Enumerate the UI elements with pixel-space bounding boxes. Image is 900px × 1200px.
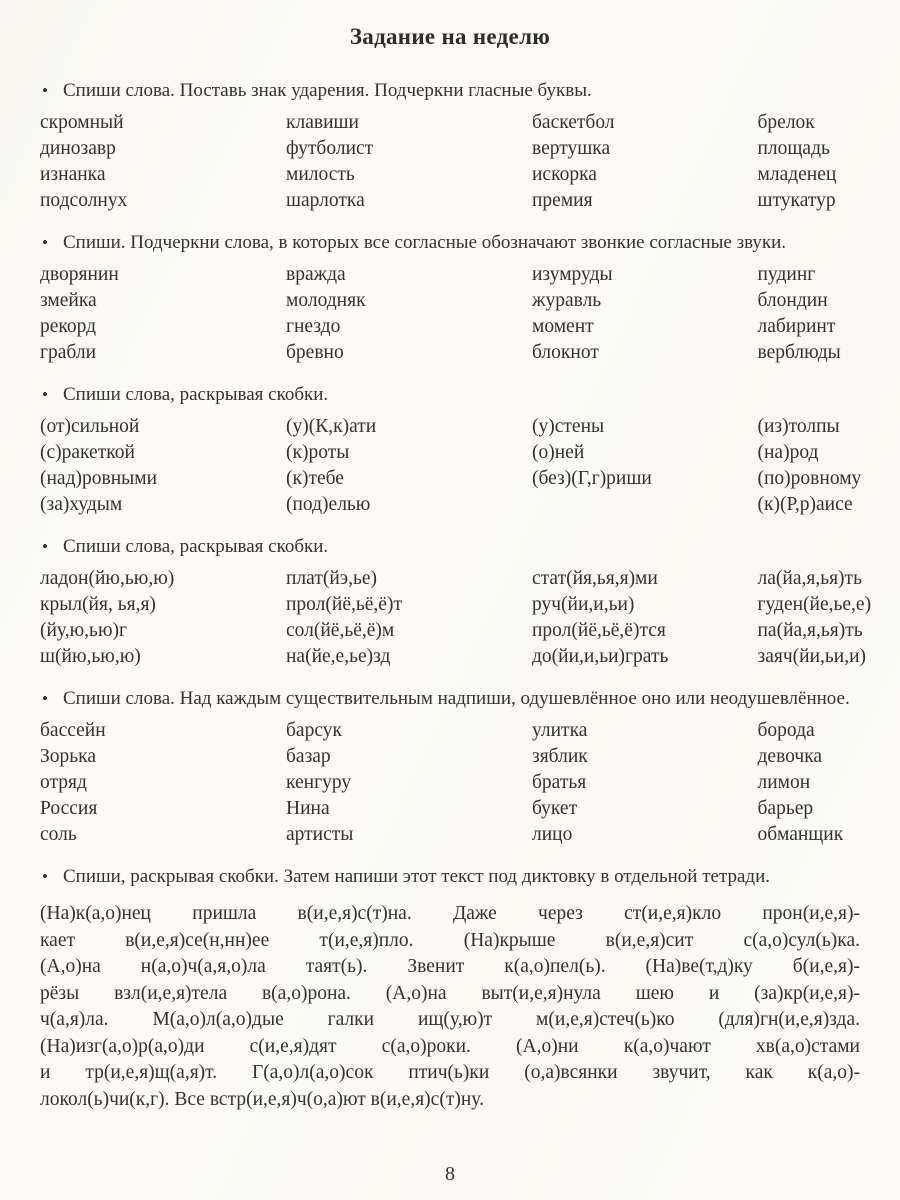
exercise-4	[40, 534, 872, 670]
word-item: футболист	[286, 138, 374, 159]
instruction-text: Спиши слова, раскрывая скобки.	[63, 536, 329, 557]
word-item: (на)род	[757, 442, 819, 463]
bullet-icon: •	[42, 867, 48, 886]
word-item: руч(йи,и,ьи)	[532, 594, 635, 615]
word-item: змейка	[40, 290, 97, 311]
word-grid-5	[40, 718, 860, 848]
word-item: (к)(Р,р)аисе	[757, 494, 853, 515]
word-item: (за)худым	[40, 494, 123, 515]
instruction-text: Спиши. Подчеркни слова, в которых все согласные обозначают звонкие согласные звуки.	[63, 232, 787, 253]
word-item: премия	[532, 190, 593, 211]
word-item: ладон(йю,ью,ю)	[40, 568, 175, 589]
dictation-line: (На)к(а,о)нец пришла в(и,е,я)с(т)на. Даже через ст(и,е,я)кло прон(и,е,я)-	[40, 903, 860, 924]
word-grid-3	[40, 414, 860, 518]
exercise-3-instruction	[42, 382, 860, 407]
word-item: (с)ракеткой	[40, 442, 135, 463]
word-item: (под)елью	[286, 494, 371, 515]
word-item: Россия	[40, 798, 98, 819]
word-item: (над)ровными	[40, 468, 158, 489]
bullet-icon: •	[42, 385, 48, 404]
exercise-1-instruction	[42, 78, 860, 103]
word-item: барьер	[757, 798, 814, 819]
word-item: прол(йё,ьё,ё)т	[286, 594, 402, 615]
bullet-icon: •	[42, 81, 48, 100]
word-item: шарлотка	[286, 190, 365, 211]
word-item: блондин	[757, 290, 828, 311]
exercise-6	[40, 864, 860, 1113]
word-item: бассейн	[40, 720, 106, 741]
word-item: брелок	[757, 112, 815, 133]
exercise-1	[40, 78, 860, 214]
word-item: па(йа,я,ья)ть	[757, 620, 863, 641]
word-item: милость	[286, 164, 355, 185]
exercise-6-instruction	[42, 864, 860, 889]
word-item: скромный	[40, 112, 124, 133]
word-item: зяблик	[532, 746, 588, 767]
word-item: баскетбол	[532, 112, 615, 133]
word-item: (у)стены	[532, 416, 605, 437]
instruction-text: Спиши слова, раскрывая скобки.	[63, 384, 329, 405]
word-item: (к)тебе	[286, 468, 344, 489]
word-item: артисты	[286, 824, 354, 845]
word-item	[532, 492, 758, 518]
word-grid-2	[40, 262, 860, 366]
exercise-5-instruction	[42, 686, 860, 711]
word-item: (от)сильной	[40, 416, 140, 437]
word-item: клавиши	[286, 112, 359, 133]
word-item: братья	[532, 772, 587, 793]
word-item: девочка	[757, 746, 823, 767]
word-item: на(йе,е,ье)зд	[286, 646, 391, 667]
word-item: гуден(йе,ье,е)	[757, 594, 872, 615]
word-item: заяч(йи,ьи,и)	[757, 646, 867, 667]
instruction-text: Спиши слова. Поставь знак ударения. Подчеркни гласные буквы.	[63, 80, 592, 101]
page-number: 8	[445, 1163, 455, 1185]
word-item: молодняк	[286, 290, 366, 311]
word-item: обманщик	[757, 824, 844, 845]
dictation-line: (На)изг(а,о)р(а,о)ди с(и,е,я)дят с(а,о)роки. (А,о)ни к(а,о)чают хв(а,о)стами	[40, 1035, 860, 1057]
word-item: (из)толпы	[757, 416, 840, 437]
word-item: плат(йэ,ье)	[286, 568, 378, 589]
word-item: подсолнух	[40, 190, 128, 211]
word-item: искорка	[532, 164, 597, 185]
exercise-2-instruction	[42, 230, 860, 255]
dictation-line: ч(а,я)ла. М(а,о)л(а,о)дые галки ищ(у,ю)т м(и,е,я)стеч(ь)ко (для)гн(и,е,я)зда.	[40, 1009, 860, 1030]
word-item: гнездо	[286, 316, 341, 337]
instruction-text: Спиши, раскрывая скобки. Затем напиши этот текст под диктовку в отдельной тетради.	[63, 866, 771, 887]
word-grid-4	[40, 566, 872, 670]
dictation-line: (А,о)на н(а,о)ч(а,я,о)ла таят(ь). Звенит к(а,о)пел(ь). (На)ве(т,д)ку б(и,е,я)-	[40, 956, 860, 977]
word-item: лабиринт	[757, 316, 836, 337]
word-item: стат(йя,ья,я)ми	[532, 568, 658, 589]
exercise-4-instruction	[42, 534, 860, 559]
bullet-icon: •	[42, 689, 48, 708]
word-item: (по)ровному	[757, 468, 862, 489]
dictation-line: локол(ь)чи(к,г). Все встр(и,е,я)ч(о,а)ют в(и,е,я)с(т)ну.	[40, 1088, 484, 1110]
word-item: до(йи,и,ьи)грать	[532, 646, 669, 667]
page-title: Задание на неделю	[349, 24, 551, 49]
word-item: базар	[286, 746, 331, 767]
word-item: кенгуру	[286, 772, 352, 793]
word-item: изнанка	[40, 164, 106, 185]
word-item: прол(йё,ьё,ё)тся	[532, 620, 666, 641]
word-item: динозавр	[40, 138, 116, 159]
word-item: (к)роты	[286, 442, 350, 463]
word-item: площадь	[757, 138, 830, 159]
word-item: рекорд	[40, 316, 97, 337]
word-item: лимон	[757, 772, 811, 793]
exercise-2	[40, 230, 860, 366]
word-item: верблюды	[757, 342, 841, 363]
word-item: Зорька	[40, 746, 96, 767]
word-item: сол(йё,ьё,ё)м	[286, 620, 395, 641]
word-item: грабли	[40, 342, 97, 363]
word-item: момент	[532, 316, 594, 337]
word-item: соль	[40, 824, 77, 845]
word-item: вражда	[286, 264, 346, 285]
word-item: вертушка	[532, 138, 611, 159]
bullet-icon: •	[42, 537, 48, 556]
word-item: (о)ней	[532, 442, 585, 463]
word-item: крыл(йя, ья,я)	[40, 594, 156, 615]
instruction-text: Спиши слова. Над каждым существительным надпиши, одушевлённое оно или неодушевлённое.	[63, 688, 850, 709]
word-item: ш(йю,ью,ю)	[40, 646, 141, 667]
word-item: Нина	[286, 798, 330, 819]
word-item: блокнот	[532, 342, 599, 363]
word-item: журавль	[532, 290, 602, 311]
word-item: отряд	[40, 772, 87, 793]
word-item: борода	[757, 720, 815, 741]
bullet-icon: •	[42, 233, 48, 252]
word-item: пудинг	[757, 264, 816, 285]
dictation-line: кает в(и,е,я)се(н,нн)ее т(и,е,я)пло. (На)крыше в(и,е,я)сит с(а,о)сул(ь)ка.	[40, 929, 860, 951]
word-item: улитка	[532, 720, 588, 741]
word-item: младенец	[757, 164, 837, 185]
word-item: (йу,ю,ью)г	[40, 620, 127, 641]
word-item: штукатур	[757, 190, 836, 211]
word-item: дворянин	[40, 264, 119, 285]
dictation-text	[40, 901, 860, 1113]
dictation-line: рёзы взл(и,е,я)тела в(а,о)рона. (А,о)на выт(и,е,я)нула шею и (за)кр(и,е,я)-	[40, 982, 860, 1004]
exercise-3	[40, 382, 860, 518]
exercise-5	[40, 686, 860, 848]
word-item: лицо	[532, 824, 573, 845]
word-item: букет	[532, 798, 578, 819]
word-item: бревно	[286, 342, 344, 363]
word-item: изумруды	[532, 264, 613, 285]
word-grid-1	[40, 110, 860, 214]
word-item: барсук	[286, 720, 342, 741]
word-item: (у)(К,к)ати	[286, 416, 377, 437]
word-item: ла(йа,я,ья)ть	[757, 568, 862, 589]
word-item: (без)(Г,г)риши	[532, 468, 652, 489]
dictation-line: и тр(и,е,я)щ(а,я)т. Г(а,о)л(а,о)сок птич(ь)ки (о,а)всянки звучит, как к(а,о)-	[40, 1062, 860, 1083]
